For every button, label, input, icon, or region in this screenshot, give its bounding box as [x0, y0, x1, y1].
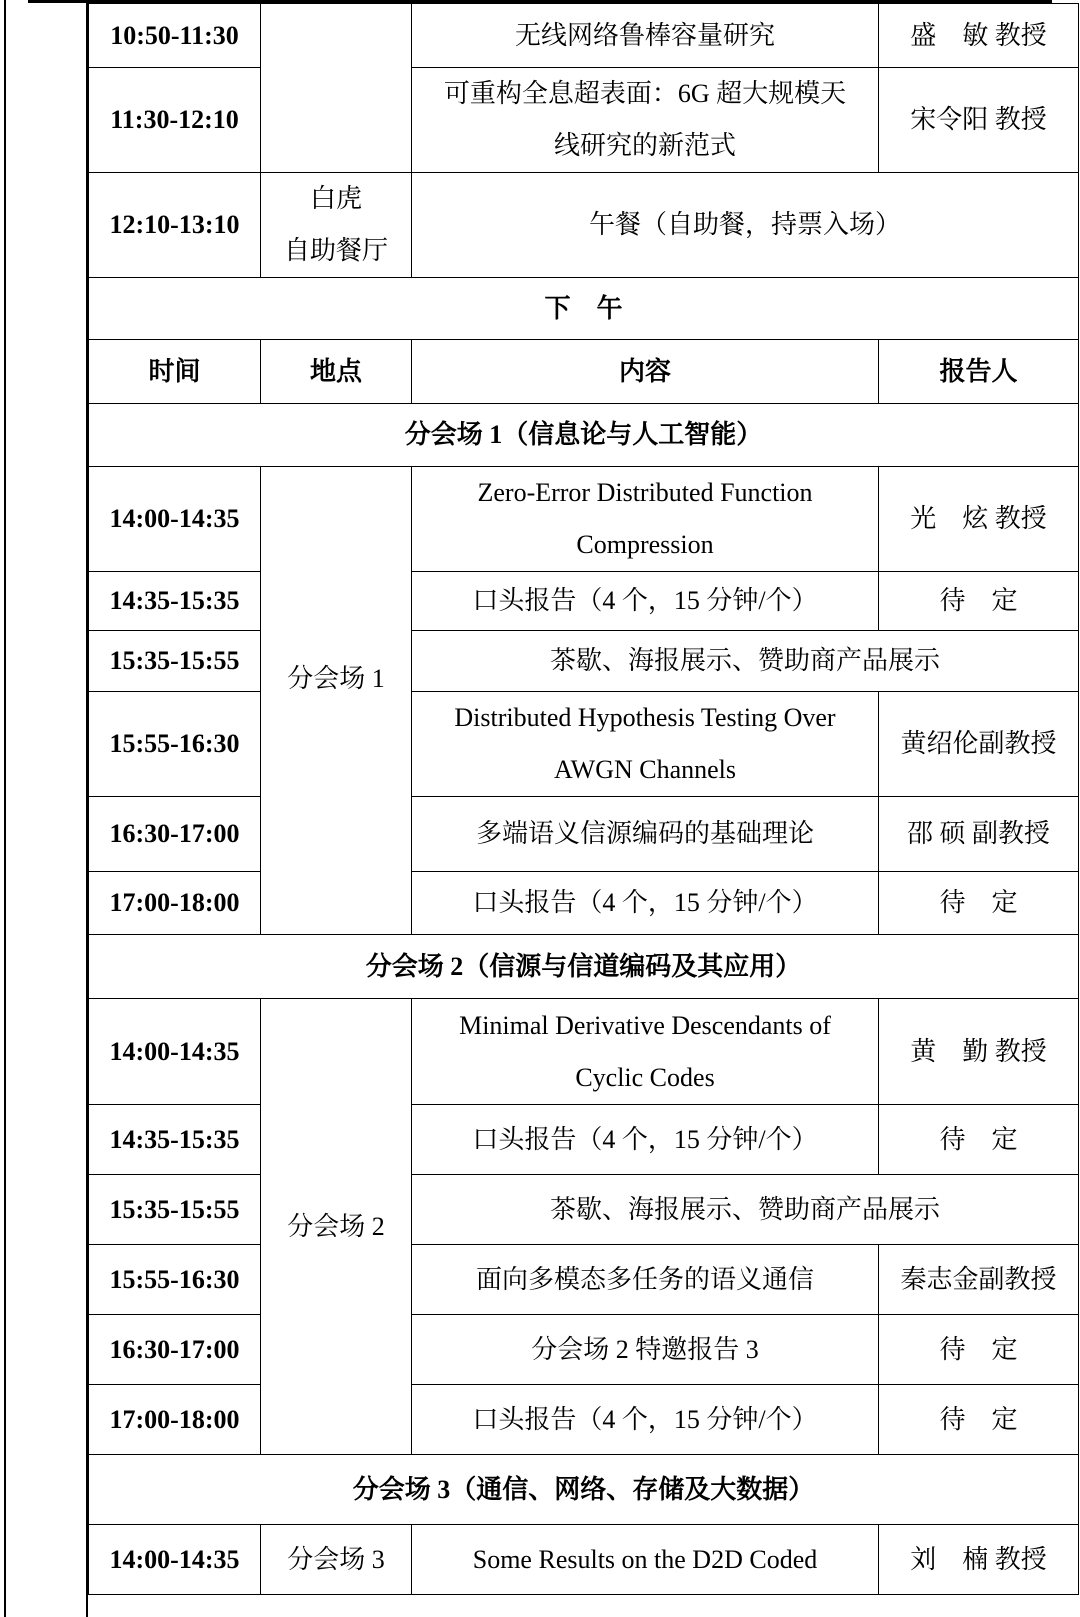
content-cell: Distributed Hypothesis Testing Over AWGN Channels	[412, 692, 879, 797]
table-row	[89, 631, 1079, 692]
table-row	[89, 1315, 1079, 1385]
speaker-cell: 待 定	[879, 1105, 1079, 1175]
speaker-cell: 邵 硕 副教授	[879, 797, 1079, 872]
table-row	[89, 4, 1079, 68]
content-cell: 分会场 2 特邀报告 3	[412, 1315, 879, 1385]
content-cell: 午餐（自助餐，持票入场）	[412, 173, 1079, 278]
table-row	[89, 1245, 1079, 1315]
schedule-table	[88, 3, 1079, 1595]
content-cell: 可重构全息超表面：6G 超大规模天 线研究的新范式	[412, 68, 879, 173]
speaker-cell: 待 定	[879, 1315, 1079, 1385]
time-cell: 12:10-13:10	[89, 173, 261, 278]
time-cell: 15:35-15:55	[89, 1175, 261, 1245]
content-cell: 口头报告（4 个，15 分钟/个）	[412, 572, 879, 631]
speaker-cell: 光 炫 教授	[879, 467, 1079, 572]
time-cell: 15:35-15:55	[89, 631, 261, 692]
table-row	[89, 999, 1079, 1105]
time-cell: 14:35-15:35	[89, 1105, 261, 1175]
speaker-cell: 待 定	[879, 572, 1079, 631]
content-cell: 茶歇、海报展示、赞助商产品展示	[412, 631, 1079, 692]
header-row	[89, 340, 1079, 404]
content-cell: 无线网络鲁棒容量研究	[412, 4, 879, 68]
speaker-cell: 黄绍伦副教授	[879, 692, 1079, 797]
session-title: 分会场 1（信息论与人工智能）	[89, 404, 1079, 467]
table-row	[89, 1525, 1079, 1595]
content-cell: 茶歇、海报展示、赞助商产品展示	[412, 1175, 1079, 1245]
speaker-cell: 盛 敏 教授	[879, 4, 1079, 68]
content-cell: Zero-Error Distributed Function Compression	[412, 467, 879, 572]
content-cell: 口头报告（4 个，15 分钟/个）	[412, 1105, 879, 1175]
table-row	[89, 467, 1079, 572]
time-cell: 11:30-12:10	[89, 68, 261, 173]
time-cell: 16:30-17:00	[89, 797, 261, 872]
time-cell: 14:35-15:35	[89, 572, 261, 631]
content-cell: 口头报告（4 个，15 分钟/个）	[412, 1385, 879, 1455]
venue-cell: 分会场 1	[261, 467, 412, 935]
time-cell: 14:00-14:35	[89, 999, 261, 1105]
table-row	[89, 1385, 1079, 1455]
table-row	[89, 278, 1079, 340]
header-time: 时间	[89, 340, 261, 404]
time-cell: 16:30-17:00	[89, 1315, 261, 1385]
content-cell: Minimal Derivative Descendants of Cyclic Codes	[412, 999, 879, 1105]
table-row	[89, 692, 1079, 797]
table-row	[89, 1175, 1079, 1245]
table-row	[89, 572, 1079, 631]
header-venue: 地点	[261, 340, 412, 404]
venue-cell: 分会场 2	[261, 999, 412, 1455]
content-cell: 口头报告（4 个，15 分钟/个）	[412, 872, 879, 935]
time-cell: 15:55-16:30	[89, 1245, 261, 1315]
speaker-cell: 待 定	[879, 1385, 1079, 1455]
venue-cell	[261, 4, 412, 173]
table-row	[89, 1105, 1079, 1175]
section-row	[89, 935, 1079, 999]
section-row	[89, 1455, 1079, 1525]
venue-cell: 分会场 3	[261, 1525, 412, 1595]
table-row	[89, 173, 1079, 278]
afternoon-title: 下 午	[89, 278, 1079, 340]
table-row	[89, 872, 1079, 935]
table-row	[89, 797, 1079, 872]
time-cell: 17:00-18:00	[89, 872, 261, 935]
speaker-cell: 黄 勤 教授	[879, 999, 1079, 1105]
speaker-cell: 待 定	[879, 872, 1079, 935]
table-row	[89, 68, 1079, 173]
time-cell: 17:00-18:00	[89, 1385, 261, 1455]
header-content: 内容	[412, 340, 879, 404]
content-cell: 面向多模态多任务的语义通信	[412, 1245, 879, 1315]
header-speaker: 报告人	[879, 340, 1079, 404]
session-title: 分会场 2（信源与信道编码及其应用）	[89, 935, 1079, 999]
time-cell: 14:00-14:35	[89, 1525, 261, 1595]
venue-cell: 白虎 自助餐厅	[261, 173, 412, 278]
left-border	[0, 0, 88, 1617]
content-cell: Some Results on the D2D Coded	[412, 1525, 879, 1595]
speaker-cell: 秦志金副教授	[879, 1245, 1079, 1315]
time-cell: 10:50-11:30	[89, 4, 261, 68]
time-cell: 14:00-14:35	[89, 467, 261, 572]
speaker-cell: 宋令阳 教授	[879, 68, 1079, 173]
speaker-cell: 刘 楠 教授	[879, 1525, 1079, 1595]
content-cell: 多端语义信源编码的基础理论	[412, 797, 879, 872]
section-row	[89, 404, 1079, 467]
time-cell: 15:55-16:30	[89, 692, 261, 797]
session-title: 分会场 3（通信、网络、存储及大数据）	[89, 1455, 1079, 1525]
